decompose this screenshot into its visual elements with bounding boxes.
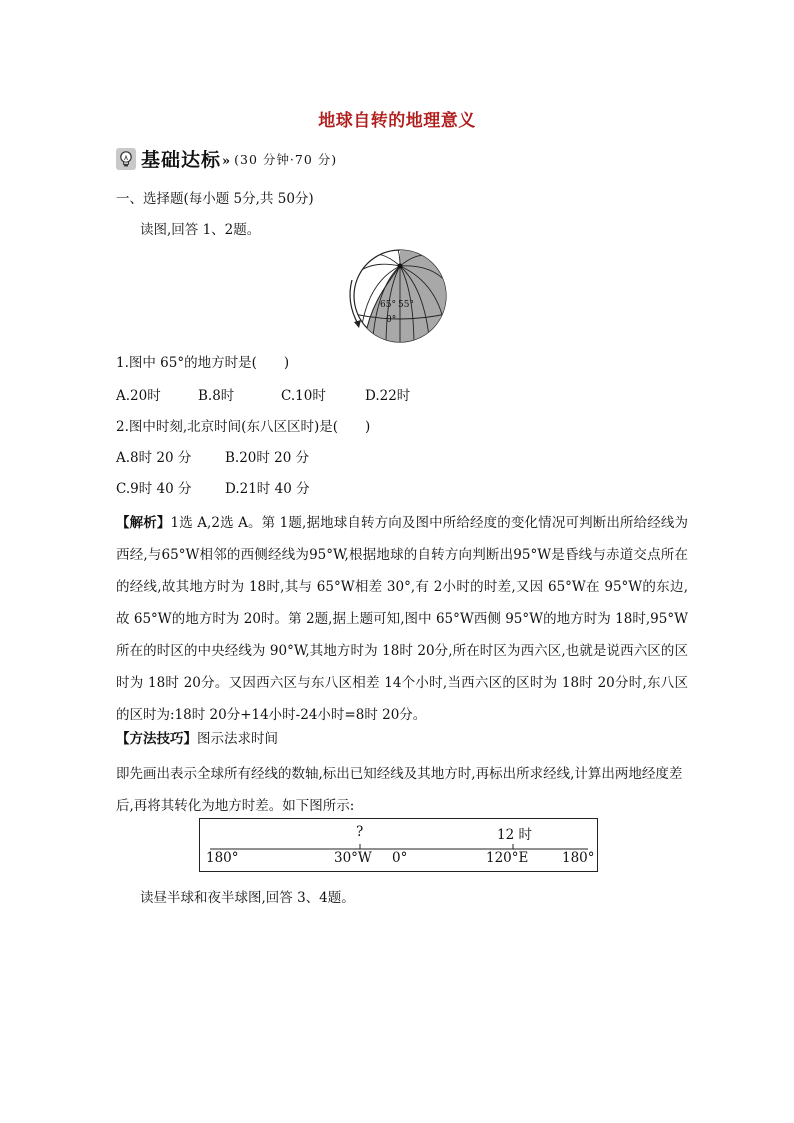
axis-time-label: 12 时 bbox=[497, 827, 532, 843]
globe-label-55: 55° bbox=[398, 300, 414, 310]
north-pole bbox=[398, 264, 403, 269]
banner-subtitle: (30 分钟·70 分) bbox=[234, 151, 338, 167]
question-2-stem: 2.图中时刻,北京时间(东八区区时)是( ) bbox=[116, 419, 371, 435]
question-2-option-d: D.21时 40 分 bbox=[225, 481, 310, 497]
intro-text: 读图,回答 1、2题。 bbox=[140, 222, 261, 238]
method-title: 图示法求时间 bbox=[197, 731, 278, 747]
axis-label-180-right: 180° bbox=[562, 850, 595, 866]
analysis-text: 1选 A,2选 A。第 1题,据地球自转方向及图中所给经度的变化情况可判断出所给经线为西经,与65°W相邻的西侧经线为95°W,根据地球的自转方向判断出95°W是昏线与赤道交点所在的经线,故其地方时为 18时,其与 65°W相差 30°,有 2小时的时差,又因 65°W在 95°W的东边,故 65°W的地方时为 20时。第 2题,据上题可知,图中 65°W西侧 95°W的地方时为 18时,95°W所在的时区的中央经线为 90°W,其地方时为 18时 20分,所在时区为西六区,也就是说西六区的区时为 18时 20分。又因西六区与东八区相差 14个小时,当西六区的区时为 18时 20分时,东八区的区时为:18时 20分+14小时-24小时=8时 20分。 bbox=[116, 515, 688, 723]
axis-label-120e: 120°E bbox=[486, 850, 529, 866]
axis-label-180-left: 180° bbox=[206, 850, 239, 866]
banner-heading: 基础达标 bbox=[141, 149, 222, 171]
question-1-option-c: C.10时 bbox=[281, 388, 326, 404]
section-banner bbox=[116, 145, 337, 172]
banner-chevrons: » bbox=[222, 154, 231, 169]
axis-question-mark: ? bbox=[356, 824, 364, 840]
analysis-tag: 【解析】 bbox=[116, 515, 171, 531]
question-2-option-c: C.9时 40 分 bbox=[116, 481, 192, 497]
method-text: 即先画出表示全球所有经线的数轴,标出已知经线及其地方时,再标出所求经线,计算出两地经度差后,再将其转化为地方时差。如下图所示: bbox=[116, 766, 683, 814]
question-1-option-a: A.20时 bbox=[116, 388, 161, 404]
lightbulb-icon bbox=[116, 148, 136, 170]
axis-label-0: 0° bbox=[392, 850, 408, 866]
globe-label-0: 0° bbox=[386, 315, 397, 325]
question-1-option-b: B.8时 bbox=[198, 388, 235, 404]
longitude-axis-figure bbox=[199, 818, 598, 872]
question-1-stem: 1.图中 65°的地方时是( ) bbox=[116, 355, 290, 371]
question-2-option-a: A.8时 20 分 bbox=[116, 450, 192, 466]
page-title: 地球自转的地理意义 bbox=[318, 111, 476, 131]
globe-label-65: 65° bbox=[380, 300, 396, 310]
intro-text-2: 读昼半球和夜半球图,回答 3、4题。 bbox=[140, 890, 355, 906]
question-2-option-b: B.20时 20 分 bbox=[225, 450, 310, 466]
rotation-arrowhead bbox=[354, 320, 361, 328]
method-tag: 【方法技巧】 bbox=[116, 731, 197, 747]
section-heading: 一、选择题(每小题 5分,共 50分) bbox=[116, 191, 314, 207]
method-heading bbox=[116, 727, 278, 747]
axis-label-30w: 30°W bbox=[334, 850, 372, 866]
analysis-paragraph bbox=[116, 507, 688, 731]
globe-diagram bbox=[342, 244, 452, 348]
question-1-option-d: D.22时 bbox=[365, 388, 411, 404]
